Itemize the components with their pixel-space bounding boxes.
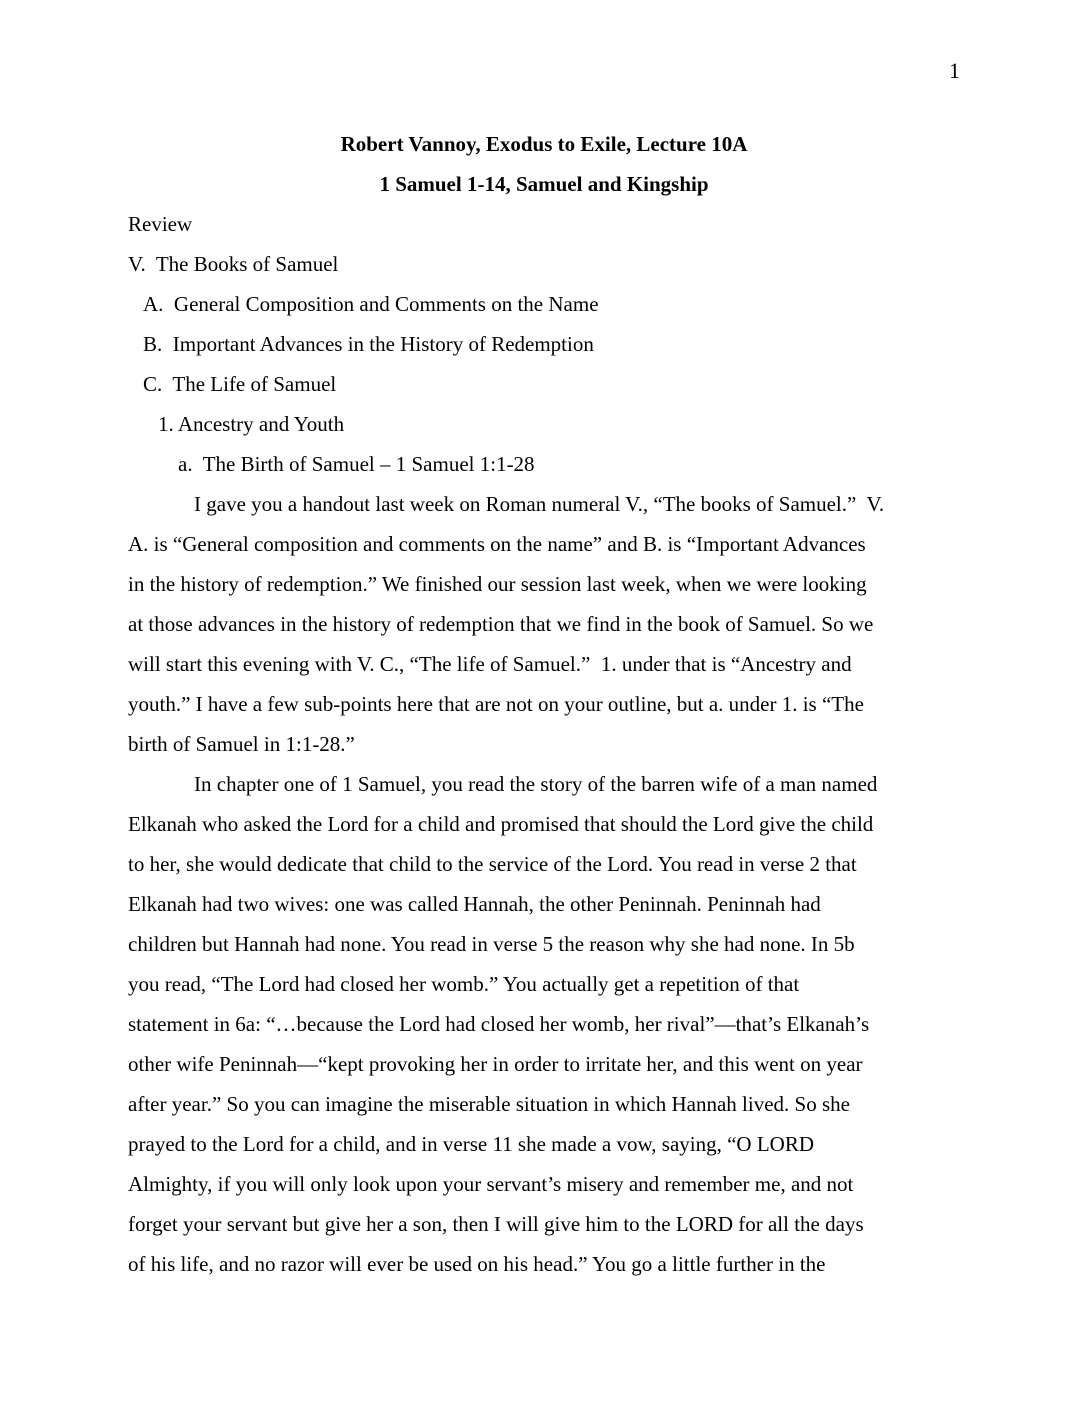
text-line: you read, “The Lord had closed her womb.” You actually get a repetition of that [128, 972, 800, 996]
outline-item: C. The Life of Samuel [143, 372, 337, 396]
outline-item: a. The Birth of Samuel – 1 Samuel 1:1-28 [178, 452, 535, 476]
text-line: I gave you a handout last week on Roman numeral V., “The books of Samuel.” V. [194, 492, 885, 516]
text-line: Elkanah who asked the Lord for a child and promised that should the Lord give the child [128, 812, 874, 836]
text-line: prayed to the Lord for a child, and in verse 11 she made a vow, saying, “O LORD [128, 1132, 814, 1156]
text-line: at those advances in the history of redemption that we find in the book of Samuel. So we [128, 612, 874, 636]
text-line: children but Hannah had none. You read in verse 5 the reason why she had none. In 5b [128, 932, 855, 956]
text-line: birth of Samuel in 1:1-28.” [128, 732, 355, 756]
lecture-subtitle: 1 Samuel 1-14, Samuel and Kingship [379, 172, 709, 196]
paragraph-1 [128, 484, 960, 764]
text-line: after year.” So you can imagine the miserable situation in which Hannah lived. So she [128, 1092, 850, 1116]
page-content [128, 124, 960, 1284]
outline-item: A. General Composition and Comments on the Name [143, 292, 599, 316]
outline-item: V. The Books of Samuel [128, 252, 339, 276]
lecture-title: Robert Vannoy, Exodus to Exile, Lecture 10A [340, 132, 748, 156]
paragraph-2 [128, 764, 960, 1284]
text-line: forget your servant but give her a son, then I will give him to the LORD for all the days [128, 1212, 864, 1236]
text-line: A. is “General composition and comments on the name” and B. is “Important Advances [128, 532, 866, 556]
text-line: to her, she would dedicate that child to the service of the Lord. You read in verse 2 that [128, 852, 857, 876]
outline-item: 1. Ancestry and Youth [158, 412, 345, 436]
page-number: 1 [949, 58, 960, 83]
text-line: In chapter one of 1 Samuel, you read the story of the barren wife of a man named [194, 772, 878, 796]
text-line: statement in 6a: “…because the Lord had closed her womb, her rival”—that’s Elkanah’s [128, 1012, 870, 1036]
outline-item: B. Important Advances in the History of Redemption [143, 332, 594, 356]
text-line: Elkanah had two wives: one was called Hannah, the other Peninnah. Peninnah had [128, 892, 821, 916]
outline-list [128, 244, 960, 484]
text-line: other wife Peninnah—“kept provoking her in order to irritate her, and this went on year [128, 1052, 863, 1076]
text-line: youth.” I have a few sub-points here that are not on your outline, but a. under 1. is “The [128, 692, 864, 716]
text-line: of his life, and no razor will ever be used on his head.” You go a little further in the [128, 1252, 826, 1276]
text-line: will start this evening with V. C., “The life of Samuel.” 1. under that is “Ancestry and [128, 652, 852, 676]
text-line: in the history of redemption.” We finished our session last week, when we were looking [128, 572, 867, 596]
text-line: Almighty, if you will only look upon your servant’s misery and remember me, and not [128, 1172, 854, 1196]
review-heading: Review [128, 212, 193, 236]
